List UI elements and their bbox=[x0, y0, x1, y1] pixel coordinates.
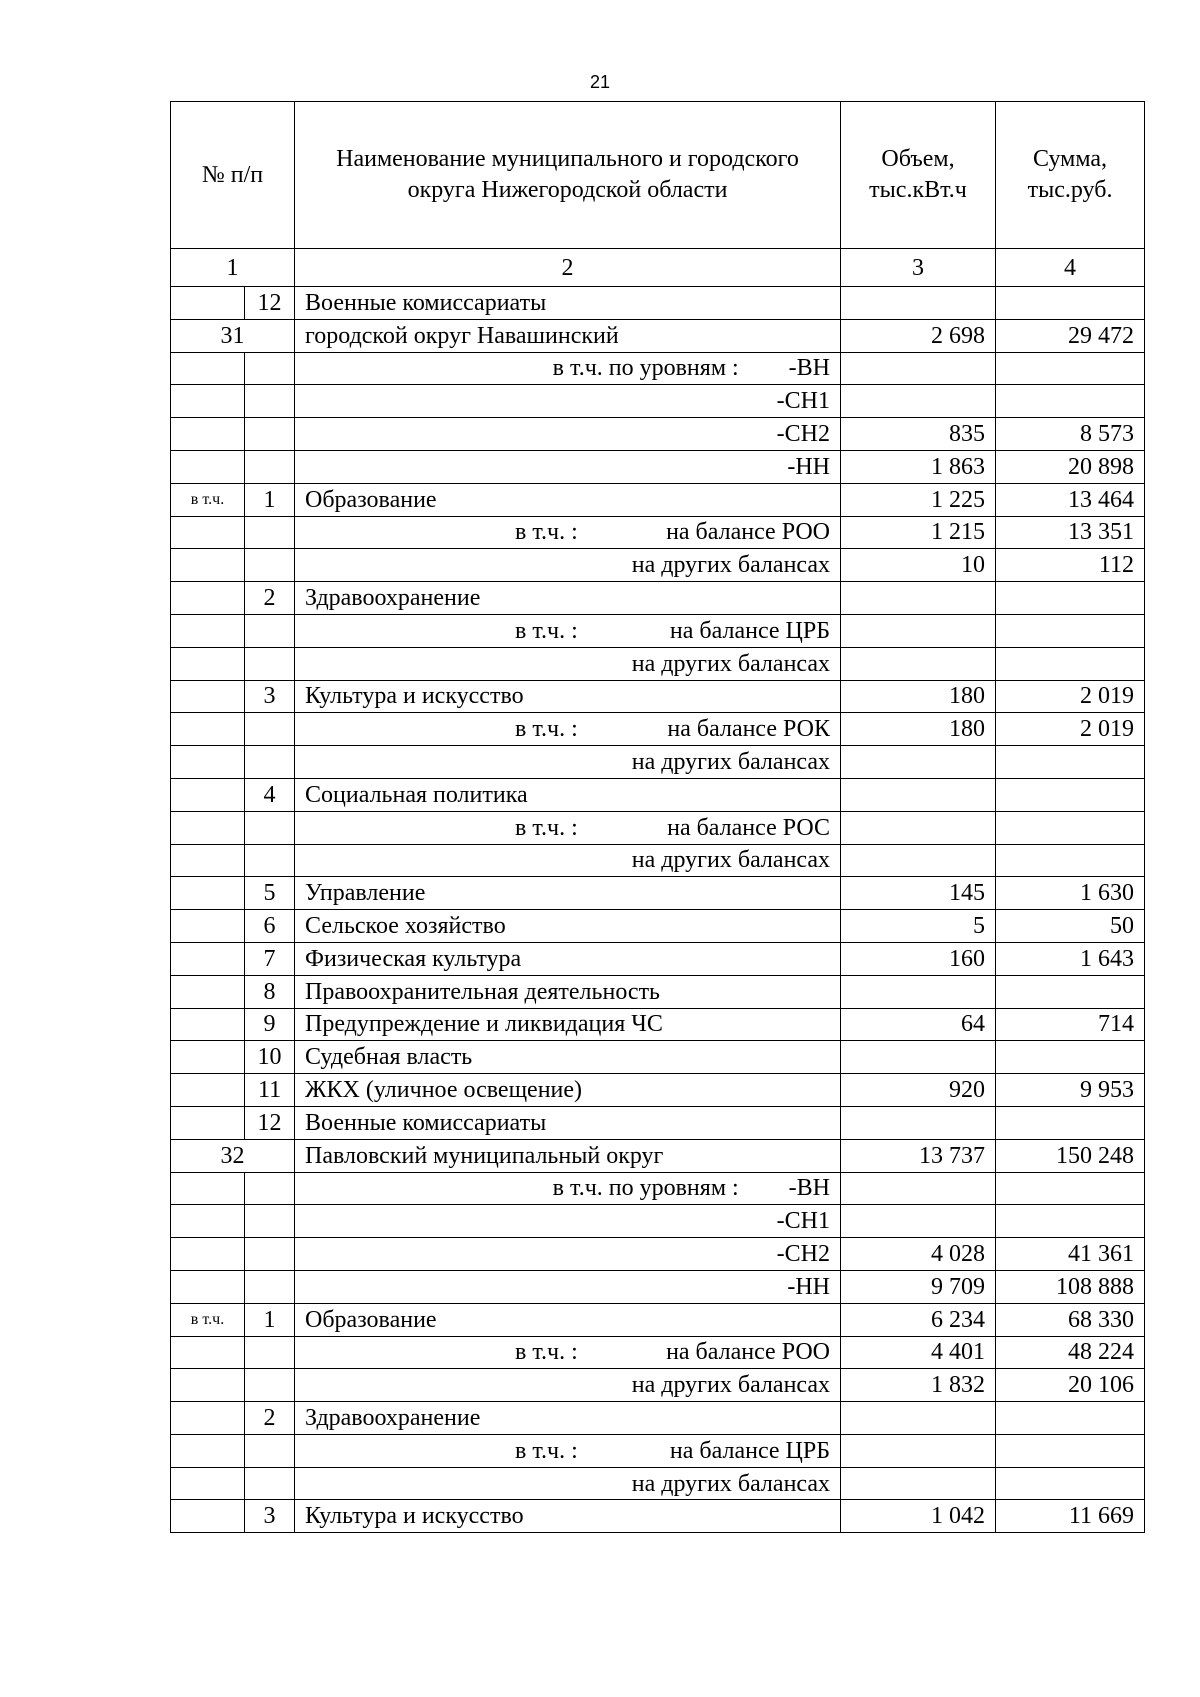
balance-label-wrap bbox=[305, 1370, 830, 1400]
header-num: № п/п bbox=[171, 102, 295, 249]
subtotal-marker bbox=[171, 1402, 245, 1435]
sum-value: 20 898 bbox=[996, 450, 1145, 483]
volume-value bbox=[841, 778, 996, 811]
item-number bbox=[245, 352, 295, 385]
subtotal-marker bbox=[171, 1008, 245, 1041]
balance-name: на балансе РОК bbox=[667, 716, 831, 743]
balance-prefix: в т.ч. : bbox=[515, 519, 578, 546]
item-number: 9 bbox=[245, 1008, 295, 1041]
sum-value: 1 630 bbox=[996, 877, 1145, 910]
subtotal-marker bbox=[171, 1500, 245, 1533]
balance-label bbox=[295, 1336, 841, 1369]
level-name: -СН2 bbox=[776, 1241, 831, 1267]
voltage-level-row bbox=[171, 1172, 1145, 1205]
volume-value: 10 bbox=[841, 549, 996, 582]
volume-value bbox=[841, 746, 996, 779]
balance-prefix: в т.ч. : bbox=[515, 617, 578, 644]
sum-value: 13 351 bbox=[996, 516, 1145, 549]
category-row bbox=[171, 483, 1145, 516]
item-name: Культура и искусство bbox=[295, 1500, 841, 1533]
sum-value: 1 643 bbox=[996, 942, 1145, 975]
balance-label-wrap bbox=[305, 517, 830, 547]
item-number bbox=[245, 450, 295, 483]
category-row bbox=[171, 910, 1145, 943]
col-number-3: 3 bbox=[841, 249, 996, 287]
item-number: 3 bbox=[245, 1500, 295, 1533]
level-label-wrap bbox=[305, 353, 830, 383]
item-number bbox=[245, 1238, 295, 1271]
sum-value: 50 bbox=[996, 910, 1145, 943]
category-row bbox=[171, 1008, 1145, 1041]
sum-value bbox=[996, 1434, 1145, 1467]
voltage-level-row bbox=[171, 385, 1145, 418]
balance-label bbox=[295, 713, 841, 746]
column-numbers-row bbox=[171, 249, 1145, 287]
sum-value bbox=[996, 1402, 1145, 1435]
sum-value bbox=[996, 1467, 1145, 1500]
category-row bbox=[171, 287, 1145, 320]
subtotal-marker bbox=[171, 1074, 245, 1107]
district-name: Павловский муниципальный округ bbox=[295, 1139, 841, 1172]
item-name: Военные комиссариаты bbox=[295, 287, 841, 320]
category-row bbox=[171, 1402, 1145, 1435]
sum-value bbox=[996, 385, 1145, 418]
sum-value: 20 106 bbox=[996, 1369, 1145, 1402]
volume-value: 160 bbox=[841, 942, 996, 975]
subtotal-marker bbox=[171, 1270, 245, 1303]
balance-label-wrap bbox=[305, 1469, 830, 1499]
volume-value bbox=[841, 287, 996, 320]
item-number bbox=[245, 549, 295, 582]
volume-value bbox=[841, 1205, 996, 1238]
item-name: Социальная политика bbox=[295, 778, 841, 811]
sum-value bbox=[996, 1205, 1145, 1238]
item-number bbox=[245, 1336, 295, 1369]
sum-value: 714 bbox=[996, 1008, 1145, 1041]
col-number-2: 2 bbox=[295, 249, 841, 287]
category-row bbox=[171, 680, 1145, 713]
sum-value: 8 573 bbox=[996, 418, 1145, 451]
sum-value bbox=[996, 811, 1145, 844]
volume-value bbox=[841, 844, 996, 877]
category-row bbox=[171, 975, 1145, 1008]
item-number bbox=[245, 1369, 295, 1402]
level-label bbox=[295, 385, 841, 418]
sum-value bbox=[996, 1106, 1145, 1139]
subtotal-marker bbox=[171, 418, 245, 451]
item-number bbox=[245, 713, 295, 746]
sum-value: 41 361 bbox=[996, 1238, 1145, 1271]
category-row bbox=[171, 1106, 1145, 1139]
level-name: -ВН bbox=[788, 1175, 831, 1202]
header-name: Наименование муниципального и городского округа Нижегородской области bbox=[295, 102, 841, 249]
district-row bbox=[171, 1139, 1145, 1172]
category-row bbox=[171, 778, 1145, 811]
volume-value: 13 737 bbox=[841, 1139, 996, 1172]
item-number bbox=[245, 1205, 295, 1238]
item-number: 2 bbox=[245, 1402, 295, 1435]
level-label bbox=[295, 450, 841, 483]
sum-value bbox=[996, 746, 1145, 779]
subtotal-marker bbox=[171, 1106, 245, 1139]
balance-label-wrap bbox=[305, 714, 830, 744]
volume-value: 1 042 bbox=[841, 1500, 996, 1533]
subtotal-marker bbox=[171, 746, 245, 779]
item-name: Сельское хозяйство bbox=[295, 910, 841, 943]
level-label bbox=[295, 352, 841, 385]
balance-name: на других балансах bbox=[631, 847, 831, 874]
sum-value bbox=[996, 582, 1145, 615]
volume-value: 4 401 bbox=[841, 1336, 996, 1369]
category-row bbox=[171, 1074, 1145, 1107]
item-name: Военные комиссариаты bbox=[295, 1106, 841, 1139]
item-name: Культура и искусство bbox=[295, 680, 841, 713]
balance-label-wrap bbox=[305, 747, 830, 777]
subtotal-marker: в т.ч. bbox=[171, 1303, 245, 1336]
level-label-wrap bbox=[305, 1206, 830, 1236]
item-number: 12 bbox=[245, 1106, 295, 1139]
item-name: Здравоохранение bbox=[295, 582, 841, 615]
level-label-wrap bbox=[305, 1173, 830, 1203]
item-number: 10 bbox=[245, 1041, 295, 1074]
balance-prefix: в т.ч. : bbox=[515, 814, 578, 841]
item-name: Физическая культура bbox=[295, 942, 841, 975]
item-number: 5 bbox=[245, 877, 295, 910]
volume-value: 64 bbox=[841, 1008, 996, 1041]
balance-row bbox=[171, 1369, 1145, 1402]
item-number: 11 bbox=[245, 1074, 295, 1107]
sum-value bbox=[996, 844, 1145, 877]
item-number bbox=[245, 1467, 295, 1500]
consumption-table bbox=[170, 101, 1145, 1533]
category-row bbox=[171, 942, 1145, 975]
subtotal-marker bbox=[171, 1041, 245, 1074]
level-label bbox=[295, 1238, 841, 1271]
level-name: -НН bbox=[787, 1273, 831, 1300]
sum-value bbox=[996, 614, 1145, 647]
level-name: -СН1 bbox=[776, 388, 831, 415]
balance-name: на балансе ЦРБ bbox=[669, 617, 831, 644]
subtotal-marker bbox=[171, 450, 245, 483]
subtotal-marker bbox=[171, 1238, 245, 1271]
volume-value: 145 bbox=[841, 877, 996, 910]
balance-label bbox=[295, 614, 841, 647]
sum-value bbox=[996, 1172, 1145, 1205]
volume-value bbox=[841, 1402, 996, 1435]
subtotal-marker bbox=[171, 942, 245, 975]
voltage-level-row bbox=[171, 418, 1145, 451]
balance-row bbox=[171, 811, 1145, 844]
category-row bbox=[171, 1303, 1145, 1336]
item-number: 4 bbox=[245, 778, 295, 811]
item-number: 12 bbox=[245, 287, 295, 320]
balance-row bbox=[171, 516, 1145, 549]
subtotal-marker bbox=[171, 385, 245, 418]
balance-name: на балансе РОС bbox=[667, 814, 831, 841]
subtotal-marker bbox=[171, 614, 245, 647]
volume-value: 1 225 bbox=[841, 483, 996, 516]
header-volume: Объем, тыс.кВт.ч bbox=[841, 102, 996, 249]
balance-row bbox=[171, 614, 1145, 647]
district-number: 32 bbox=[171, 1139, 295, 1172]
balance-name: на других балансах bbox=[631, 552, 831, 579]
category-row bbox=[171, 582, 1145, 615]
sum-value bbox=[996, 647, 1145, 680]
balance-label bbox=[295, 844, 841, 877]
item-number: 8 bbox=[245, 975, 295, 1008]
voltage-level-row bbox=[171, 1205, 1145, 1238]
level-label-wrap bbox=[305, 452, 830, 482]
subtotal-marker bbox=[171, 1205, 245, 1238]
volume-value: 2 698 bbox=[841, 319, 996, 352]
district-row bbox=[171, 319, 1145, 352]
sum-value: 2 019 bbox=[996, 680, 1145, 713]
level-name: -СН2 bbox=[776, 421, 831, 448]
item-number bbox=[245, 614, 295, 647]
item-name: Судебная власть bbox=[295, 1041, 841, 1074]
sum-value: 48 224 bbox=[996, 1336, 1145, 1369]
sum-value bbox=[996, 352, 1145, 385]
district-name: городской округ Навашинский bbox=[295, 319, 841, 352]
level-label bbox=[295, 418, 841, 451]
volume-value: 920 bbox=[841, 1074, 996, 1107]
level-prefix: в т.ч. по уровням : bbox=[552, 355, 739, 382]
balance-label-wrap bbox=[305, 616, 830, 646]
voltage-level-row bbox=[171, 352, 1145, 385]
sum-value: 150 248 bbox=[996, 1139, 1145, 1172]
item-number bbox=[245, 844, 295, 877]
category-row bbox=[171, 1041, 1145, 1074]
category-row bbox=[171, 1500, 1145, 1533]
volume-value bbox=[841, 1172, 996, 1205]
item-number: 3 bbox=[245, 680, 295, 713]
subtotal-marker bbox=[171, 1172, 245, 1205]
item-number bbox=[245, 1172, 295, 1205]
subtotal-marker bbox=[171, 778, 245, 811]
subtotal-marker bbox=[171, 287, 245, 320]
level-label bbox=[295, 1270, 841, 1303]
sum-value: 108 888 bbox=[996, 1270, 1145, 1303]
item-number bbox=[245, 418, 295, 451]
sum-value: 9 953 bbox=[996, 1074, 1145, 1107]
balance-label-wrap bbox=[305, 550, 830, 580]
volume-value: 1 215 bbox=[841, 516, 996, 549]
sum-value: 68 330 bbox=[996, 1303, 1145, 1336]
table-header-row bbox=[171, 102, 1145, 249]
item-number bbox=[245, 647, 295, 680]
balance-label bbox=[295, 1434, 841, 1467]
item-number bbox=[245, 516, 295, 549]
item-number: 6 bbox=[245, 910, 295, 943]
subtotal-marker bbox=[171, 680, 245, 713]
balance-label-wrap bbox=[305, 813, 830, 843]
balance-label bbox=[295, 647, 841, 680]
item-name: Правоохранительная деятельность bbox=[295, 975, 841, 1008]
sum-value: 29 472 bbox=[996, 319, 1145, 352]
volume-value bbox=[841, 582, 996, 615]
balance-label bbox=[295, 746, 841, 779]
level-name: -СН1 bbox=[776, 1208, 831, 1235]
volume-value bbox=[841, 352, 996, 385]
voltage-level-row bbox=[171, 1238, 1145, 1271]
subtotal-marker bbox=[171, 975, 245, 1008]
balance-label-wrap bbox=[305, 845, 830, 875]
balance-row bbox=[171, 549, 1145, 582]
volume-value: 180 bbox=[841, 680, 996, 713]
volume-value: 9 709 bbox=[841, 1270, 996, 1303]
balance-name: на балансе РОО bbox=[666, 1339, 831, 1366]
balance-label bbox=[295, 1369, 841, 1402]
subtotal-marker bbox=[171, 844, 245, 877]
item-name: Предупреждение и ликвидация ЧС bbox=[295, 1008, 841, 1041]
balance-row bbox=[171, 713, 1145, 746]
volume-value bbox=[841, 647, 996, 680]
balance-name: на балансе РОО bbox=[666, 519, 831, 546]
voltage-level-row bbox=[171, 1270, 1145, 1303]
item-number bbox=[245, 1434, 295, 1467]
subtotal-marker bbox=[171, 1467, 245, 1500]
balance-name: на других балансах bbox=[631, 650, 831, 677]
subtotal-marker bbox=[171, 713, 245, 746]
volume-value bbox=[841, 975, 996, 1008]
balance-name: на других балансах bbox=[631, 1372, 831, 1399]
volume-value bbox=[841, 1041, 996, 1074]
balance-label bbox=[295, 516, 841, 549]
balance-row bbox=[171, 746, 1145, 779]
item-number: 1 bbox=[245, 1303, 295, 1336]
item-name: Образование bbox=[295, 483, 841, 516]
volume-value bbox=[841, 1434, 996, 1467]
subtotal-marker bbox=[171, 352, 245, 385]
item-name: Здравоохранение bbox=[295, 1402, 841, 1435]
volume-value: 6 234 bbox=[841, 1303, 996, 1336]
district-number: 31 bbox=[171, 319, 295, 352]
level-prefix: в т.ч. по уровням : bbox=[552, 1175, 739, 1202]
balance-prefix: в т.ч. : bbox=[515, 1437, 578, 1464]
balance-name: на балансе ЦРБ bbox=[669, 1437, 831, 1464]
balance-name: на других балансах bbox=[631, 749, 831, 776]
item-number bbox=[245, 385, 295, 418]
volume-value: 1 832 bbox=[841, 1369, 996, 1402]
level-label-wrap bbox=[305, 386, 830, 416]
balance-label bbox=[295, 549, 841, 582]
balance-row bbox=[171, 1336, 1145, 1369]
category-row bbox=[171, 877, 1145, 910]
subtotal-marker bbox=[171, 877, 245, 910]
balance-label-wrap bbox=[305, 1436, 830, 1466]
volume-value bbox=[841, 385, 996, 418]
sum-value: 2 019 bbox=[996, 713, 1145, 746]
item-number bbox=[245, 1270, 295, 1303]
volume-value bbox=[841, 811, 996, 844]
balance-row bbox=[171, 1434, 1145, 1467]
volume-value bbox=[841, 1106, 996, 1139]
subtotal-marker bbox=[171, 549, 245, 582]
volume-value bbox=[841, 614, 996, 647]
sum-value bbox=[996, 1041, 1145, 1074]
volume-value: 1 863 bbox=[841, 450, 996, 483]
balance-label-wrap bbox=[305, 1337, 830, 1367]
subtotal-marker bbox=[171, 516, 245, 549]
balance-row bbox=[171, 647, 1145, 680]
level-name: -НН bbox=[787, 453, 831, 480]
item-name: Управление bbox=[295, 877, 841, 910]
level-name: -ВН bbox=[788, 355, 831, 382]
volume-value bbox=[841, 1467, 996, 1500]
balance-label-wrap bbox=[305, 649, 830, 679]
sum-value bbox=[996, 975, 1145, 1008]
level-label bbox=[295, 1205, 841, 1238]
item-number: 1 bbox=[245, 483, 295, 516]
subtotal-marker: в т.ч. bbox=[171, 483, 245, 516]
subtotal-marker bbox=[171, 1369, 245, 1402]
page-number: 21 bbox=[589, 72, 611, 92]
balance-prefix: в т.ч. : bbox=[515, 716, 578, 743]
col-number-1: 1 bbox=[171, 249, 295, 287]
sum-value: 11 669 bbox=[996, 1500, 1145, 1533]
balance-prefix: в т.ч. : bbox=[515, 1339, 578, 1366]
sum-value bbox=[996, 287, 1145, 320]
level-label bbox=[295, 1172, 841, 1205]
volume-value: 5 bbox=[841, 910, 996, 943]
level-label-wrap bbox=[305, 419, 830, 449]
sum-value bbox=[996, 778, 1145, 811]
balance-name: на других балансах bbox=[631, 1470, 831, 1497]
item-name: Образование bbox=[295, 1303, 841, 1336]
subtotal-marker bbox=[171, 1434, 245, 1467]
volume-value: 4 028 bbox=[841, 1238, 996, 1271]
item-number: 2 bbox=[245, 582, 295, 615]
col-number-4: 4 bbox=[996, 249, 1145, 287]
balance-label bbox=[295, 1467, 841, 1500]
volume-value: 180 bbox=[841, 713, 996, 746]
balance-label bbox=[295, 811, 841, 844]
balance-row bbox=[171, 844, 1145, 877]
sum-value: 13 464 bbox=[996, 483, 1145, 516]
sum-value: 112 bbox=[996, 549, 1145, 582]
header-sum: Сумма, тыс.руб. bbox=[996, 102, 1145, 249]
item-number bbox=[245, 811, 295, 844]
subtotal-marker bbox=[171, 910, 245, 943]
level-label-wrap bbox=[305, 1239, 830, 1269]
item-number bbox=[245, 746, 295, 779]
subtotal-marker bbox=[171, 582, 245, 615]
item-number: 7 bbox=[245, 942, 295, 975]
balance-row bbox=[171, 1467, 1145, 1500]
subtotal-marker bbox=[171, 811, 245, 844]
subtotal-marker bbox=[171, 1336, 245, 1369]
subtotal-marker bbox=[171, 647, 245, 680]
voltage-level-row bbox=[171, 450, 1145, 483]
item-name: ЖКХ (уличное освещение) bbox=[295, 1074, 841, 1107]
level-label-wrap bbox=[305, 1272, 830, 1302]
volume-value: 835 bbox=[841, 418, 996, 451]
